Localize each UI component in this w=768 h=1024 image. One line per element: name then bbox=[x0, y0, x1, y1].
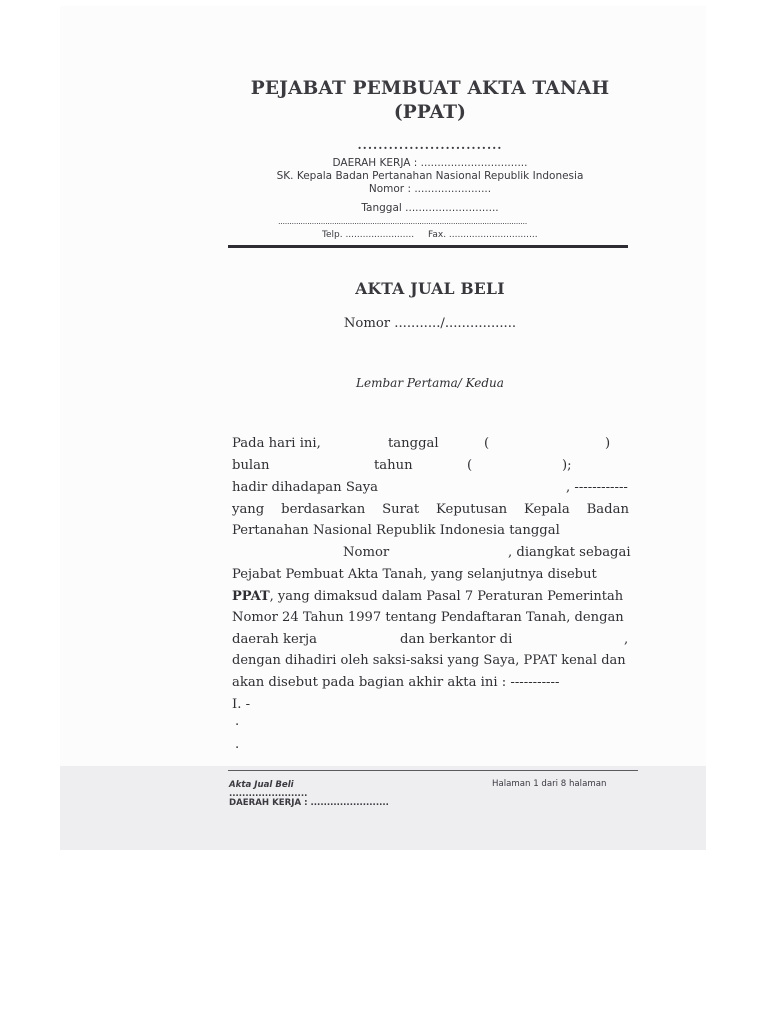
body-l3-b: , ------------ bbox=[566, 480, 628, 495]
akta-title: AKTA JUAL BELI bbox=[355, 279, 505, 298]
ppat-title: PEJABAT PEMBUAT AKTA TANAH bbox=[250, 78, 610, 99]
body-l4-w1: yang bbox=[232, 502, 265, 517]
body-l1-b: tanggal bbox=[388, 436, 439, 451]
scan-shade bbox=[60, 766, 706, 850]
sk-tanggal: Tanggal ............................ bbox=[361, 202, 499, 214]
address-line: ............................................................................................................... bbox=[278, 217, 527, 226]
body-l10-b: dan berkantor di bbox=[400, 632, 513, 647]
body-l4-w3: Surat bbox=[382, 502, 420, 517]
daerah-kerja-field: DAERAH KERJA : ................................ bbox=[332, 157, 528, 169]
body-l4-w2: berdasarkan bbox=[281, 502, 366, 517]
fax-field: Fax. ............................... bbox=[428, 230, 538, 240]
lembar-label: Lembar Pertama/ Kedua bbox=[356, 376, 504, 390]
ppat-subtitle: (PPAT) bbox=[393, 102, 467, 123]
body-l3-a: hadir dihadapan Saya bbox=[232, 480, 379, 495]
body-l1-d: ) bbox=[605, 436, 611, 451]
body-l2-a: bulan bbox=[232, 458, 270, 473]
footer-divider bbox=[228, 770, 638, 771]
body-l8-rest: , yang dimaksud dalam Pasal 7 Peraturan Pemerintah bbox=[269, 589, 624, 604]
sk-line: SK. Kepala Badan Pertanahan Nasional Republik Indonesia bbox=[276, 170, 584, 182]
body-l11: dengan dihadiri oleh saksi-saksi yang Saya, PPAT kenal dan bbox=[232, 653, 626, 668]
header-divider bbox=[228, 245, 628, 248]
list-item-2: . bbox=[235, 714, 240, 729]
footer-doc-name: Akta Jual Beli bbox=[229, 780, 294, 790]
body-l4-w6: Badan bbox=[586, 502, 629, 517]
body-l2-c: ( bbox=[467, 458, 473, 473]
body-l10-a: daerah kerja bbox=[232, 632, 318, 647]
footer-dots: ........................ bbox=[229, 789, 308, 799]
ppat-abbrev: PPAT bbox=[232, 589, 270, 604]
list-item-3: . bbox=[235, 737, 240, 752]
ppat-name-placeholder: ............................ bbox=[357, 138, 503, 152]
body-l10-c: , bbox=[624, 632, 629, 647]
body-l2-d: ); bbox=[562, 458, 572, 473]
body-l4 bbox=[232, 502, 629, 517]
body-l7: Pejabat Pembuat Akta Tanah, yang selanjutnya disebut bbox=[232, 567, 597, 582]
akta-nomor: Nomor .........../................. bbox=[343, 316, 517, 331]
telp-field: Telp. ........................ bbox=[322, 230, 415, 240]
body-l2-b: tahun bbox=[374, 458, 413, 473]
body-l5: Pertanahan Nasional Republik Indonesia tanggal bbox=[232, 523, 560, 538]
list-item-1: I. - bbox=[232, 697, 251, 712]
body-l8 bbox=[232, 589, 623, 604]
footer-daerah-kerja: DAERAH KERJA : ........................ bbox=[229, 798, 389, 808]
body-l6-a: Nomor bbox=[343, 545, 390, 560]
body-l4-w5: Kepala bbox=[524, 502, 570, 517]
body-l1-a: Pada hari ini, bbox=[232, 436, 321, 451]
sk-nomor: Nomor : ....................... bbox=[368, 183, 492, 195]
body-l4-w4: Keputusan bbox=[436, 502, 508, 517]
document-sheet bbox=[60, 6, 706, 850]
body-l1-c: ( bbox=[484, 436, 490, 451]
footer-page-number: Halaman 1 dari 8 halaman bbox=[492, 779, 607, 789]
body-l9: Nomor 24 Tahun 1997 tentang Pendaftaran Tanah, dengan bbox=[232, 610, 624, 625]
body-l6-b: , diangkat sebagai bbox=[508, 545, 631, 560]
body-l12: akan disebut pada bagian akhir akta ini : ----------- bbox=[232, 675, 560, 690]
